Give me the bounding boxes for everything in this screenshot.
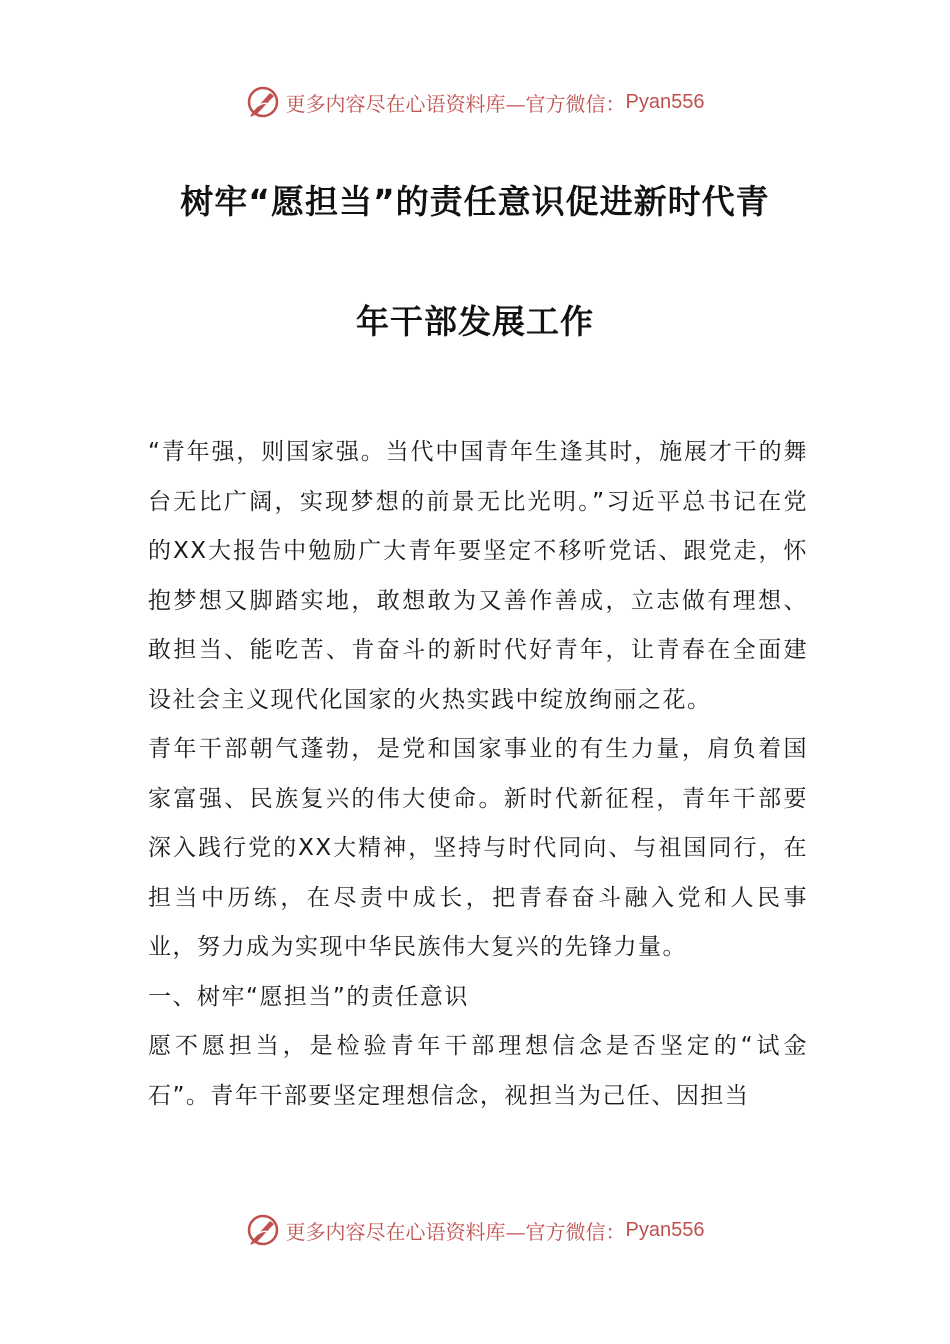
body-text [148, 428, 808, 1121]
section-heading-1: 一、树牢“愿担当”的责任意识 [148, 983, 469, 1010]
footer-banner-wechat-id: Pyan556 [625, 1218, 705, 1241]
footer-banner-text: 更多内容尽在心语资料库—官方微信： [285, 1219, 626, 1244]
banner-text: 更多内容尽在心语资料库—官方微信： [285, 91, 626, 116]
paragraph-section-1: 愿不愿担当，是检验青年干部理想信念是否坚定的“试金石”。青年干部要坚定理想信念，视担当为己任、因担当 [148, 1033, 808, 1109]
pen-logo-icon [246, 85, 280, 119]
page-title-line-1: 树牢“愿担当”的责任意识促进新时代青 [180, 182, 770, 221]
paragraph-youth-cadres: 青年干部朝气蓬勃，是党和国家事业的有生力量，肩负着国家富强、民族复兴的伟大使命。新时代新征程，青年干部要深入践行党的XX大精神，坚持与时代同向、与祖国同行，在担当中历练，在尽责中成长，把青春奋斗融入党和人民事业，努力成为实现中华民族伟大复兴的先锋力量。 [148, 736, 808, 960]
pen-logo-icon [246, 1213, 280, 1247]
banner-wechat-id: Pyan556 [625, 90, 705, 113]
paragraph-intro: “青年强，则国家强。当代中国青年生逢其时，施展才干的舞台无比广阔，实现梦想的前景无比光明。”习近平总书记在党的XX大报告中勉励广大青年要坚定不移听党话、跟党走，怀抱梦想又脚踏实地，敢想敢为又善作善成，立志做有理想、敢担当、能吃苦、肯奋斗的新时代好青年，让青春在全面建设社会主义现代化国家的火热实践中绽放绚丽之花。 [148, 439, 808, 713]
page-title-line-2: 年干部发展工作 [356, 302, 594, 341]
footer-banner [0, 1208, 950, 1252]
header-banner [0, 80, 950, 124]
